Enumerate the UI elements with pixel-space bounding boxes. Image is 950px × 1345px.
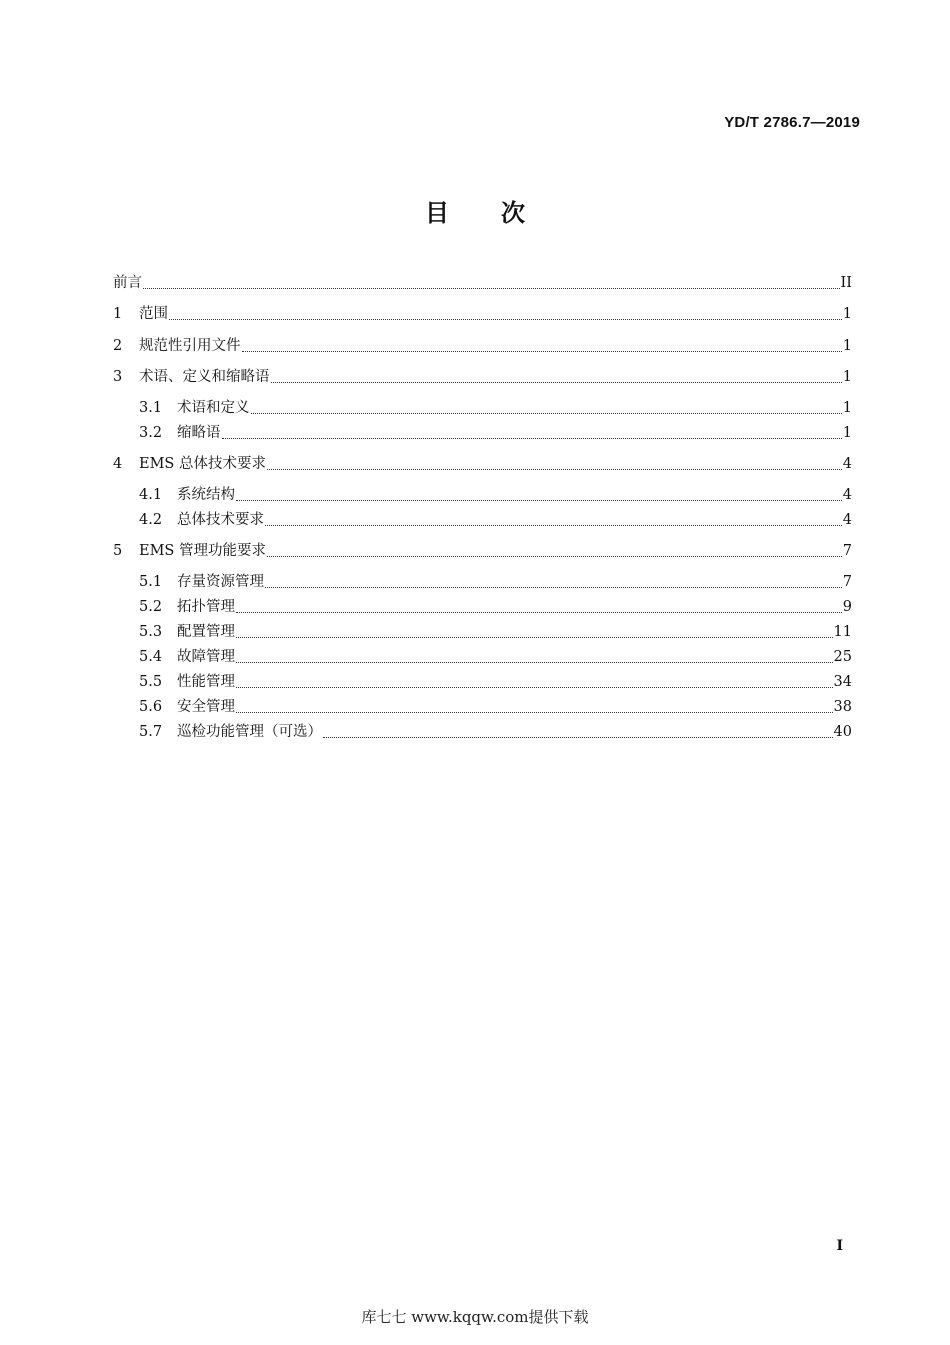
toc-entry-number: 3.2 [139, 425, 163, 441]
toc-leader-dots [271, 366, 842, 388]
toc-entry-page: 34 [833, 674, 852, 690]
toc-entry-text: 缩略语 [177, 425, 221, 441]
toc-entry-page: 7 [842, 543, 852, 559]
toc-leader-dots [323, 721, 833, 743]
toc-leader-dots [251, 397, 842, 419]
toc-entry-5-4[interactable] [139, 646, 852, 668]
toc-leader-dots [236, 596, 842, 618]
toc-entry-text: 巡检功能管理（可选） [177, 724, 322, 740]
toc-leader-dots [236, 646, 833, 668]
toc-entry-text: 术语、定义和缩略语 [139, 369, 270, 385]
toc-entry-3-1[interactable] [139, 397, 852, 419]
toc-entry-text: 配置管理 [177, 624, 235, 640]
toc-leader-dots [236, 621, 833, 643]
toc-entry-number: 5.3 [139, 624, 163, 640]
toc-entry-text: 拓扑管理 [177, 599, 235, 615]
toc-entry-page: 9 [842, 599, 852, 615]
toc-entry-page: 1 [842, 425, 852, 441]
toc-entry-text: 存量资源管理 [177, 574, 264, 590]
toc-entry-text: EMS 总体技术要求 [139, 456, 266, 472]
toc-entry-number: 4.2 [139, 512, 163, 528]
toc-entry-number: 4 [113, 456, 123, 472]
toc-entry-5-5[interactable] [139, 671, 852, 693]
toc-leader-dots [267, 540, 842, 562]
toc-entry-3-2[interactable] [139, 422, 852, 444]
toc-entry-preface[interactable] [113, 272, 852, 294]
toc-leader-dots [265, 571, 842, 593]
toc-entry-number: 5.5 [139, 674, 163, 690]
toc-entry-number: 3.1 [139, 400, 163, 416]
toc-leader-dots [236, 696, 833, 718]
toc-entry-text: EMS 管理功能要求 [139, 543, 266, 559]
toc-entry-page: 1 [842, 338, 852, 354]
toc-leader-dots [267, 453, 842, 475]
toc-entry-page: 40 [833, 724, 852, 740]
toc-entry-5-1[interactable] [139, 571, 852, 593]
toc-leader-dots [143, 272, 840, 294]
toc-entry-5-3[interactable] [139, 621, 852, 643]
toc-entry-number: 5 [113, 543, 123, 559]
toc-entry-4-2[interactable] [139, 509, 852, 531]
toc-entry-number: 2 [113, 338, 123, 354]
toc-entry-text: 总体技术要求 [177, 512, 264, 528]
toc-entry-text: 系统结构 [177, 487, 235, 503]
toc-entry-number: 1 [113, 306, 123, 322]
toc-entry-page: 4 [842, 487, 852, 503]
toc-entry-page: 38 [833, 699, 852, 715]
toc-leader-dots [242, 335, 842, 357]
toc-leader-dots [222, 422, 842, 444]
toc-entry-page: 7 [842, 574, 852, 590]
toc-entry-page: 1 [842, 306, 852, 322]
toc-entry-text: 安全管理 [177, 699, 235, 715]
toc-entry-number: 5.1 [139, 574, 163, 590]
toc-entry-number: 5.7 [139, 724, 163, 740]
toc-entry-number: 4.1 [139, 487, 163, 503]
toc-leader-dots [265, 509, 842, 531]
toc-entry-text: 性能管理 [177, 674, 235, 690]
toc-leader-dots [236, 671, 833, 693]
toc-entry-1[interactable] [113, 303, 852, 325]
toc-entry-3[interactable] [113, 366, 852, 388]
page-number: I [836, 1238, 843, 1254]
toc-entry-2[interactable] [113, 335, 852, 357]
toc-entry-5[interactable] [113, 540, 852, 562]
toc-entry-number: 5.6 [139, 699, 163, 715]
toc-entry-page: 11 [833, 624, 852, 640]
toc-entry-5-7[interactable] [139, 721, 852, 743]
toc-entry-text: 规范性引用文件 [139, 338, 241, 354]
toc-leader-dots [169, 303, 842, 325]
toc-entry-page: II [840, 275, 852, 291]
toc-entry-text: 前言 [113, 275, 142, 291]
toc-title: 目次 [425, 199, 577, 227]
toc-entry-text: 范围 [139, 306, 168, 322]
toc-entry-number: 3 [113, 369, 123, 385]
footer-watermark-text: 库七七 www.kqqw.com提供下载 [361, 1308, 589, 1326]
toc-entry-page: 4 [842, 456, 852, 472]
toc-entry-4[interactable] [113, 453, 852, 475]
toc-entry-page: 4 [842, 512, 852, 528]
toc-entry-text: 术语和定义 [177, 400, 250, 416]
toc-entry-page: 1 [842, 400, 852, 416]
toc-entry-page: 1 [842, 369, 852, 385]
toc-entry-text: 故障管理 [177, 649, 235, 665]
toc-entry-4-1[interactable] [139, 484, 852, 506]
toc-leader-dots [236, 484, 842, 506]
toc-entry-number: 5.4 [139, 649, 163, 665]
toc-entry-number: 5.2 [139, 599, 163, 615]
toc-entry-page: 25 [833, 649, 852, 665]
standard-code: YD/T 2786.7—2019 [724, 114, 860, 131]
toc-entry-5-6[interactable] [139, 696, 852, 718]
toc-entry-5-2[interactable] [139, 596, 852, 618]
